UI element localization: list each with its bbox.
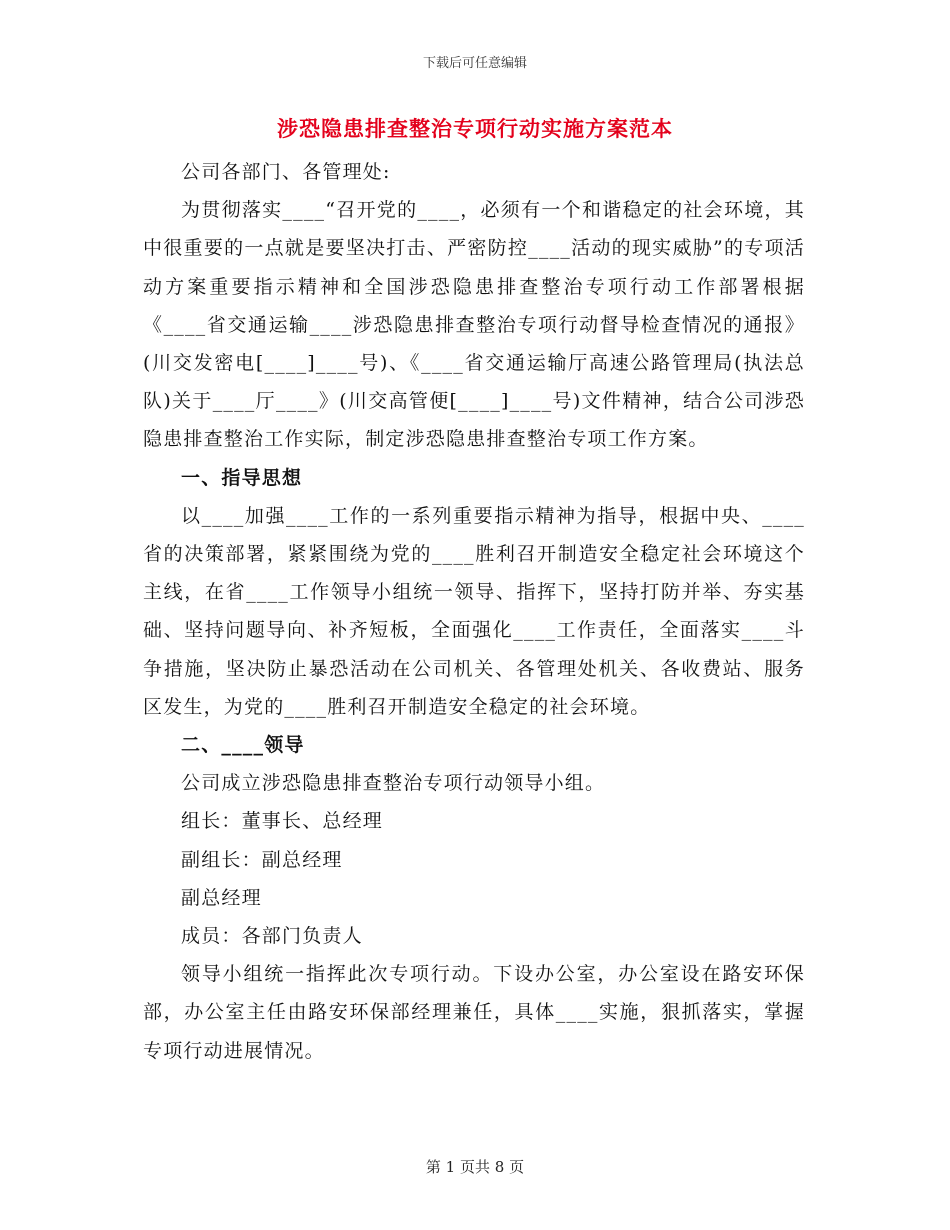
section2-deputy-gm: 副总经理 <box>181 886 262 909</box>
section2-paragraph: 公司成立涉恐隐患排查整治专项行动领导小组。 <box>181 772 606 795</box>
document-body <box>143 153 805 1070</box>
section2-members: 成员：各部门负责人 <box>181 925 363 948</box>
section2-leader: 组长：董事长、总经理 <box>181 810 384 833</box>
section-heading-leadership: 二、____领导 <box>181 734 305 757</box>
intro-paragraph: 为贯彻落实____“召开党的____，必须有一个和谐稳定的社会环境，其中很重要的一点就是要坚决打击、严密防控____活动的现实威胁”的专项活动方案重要指示精神和全国涉恐隐患排查整治专项行动工作部署根据《____省交通运输____涉恐隐患排查整治专项行动督导检查情况的通报》(川交发密电[____]____号)、《____省交通运输厅高速公路管理局(执法总队)关于____厅____》(川交高管便[____]____号)文件精神，结合公司涉恐隐患排查整治工作实际，制定涉恐隐患排查整治专项工作方案。 <box>143 199 805 451</box>
page-header: 下载后可任意编辑 <box>422 56 527 71</box>
salutation: 公司各部门、各管理处: <box>181 161 391 183</box>
section-heading-guiding-ideology: 一、指导思想 <box>181 466 303 489</box>
page-footer: 第 1 页共 8 页 <box>425 1158 525 1176</box>
section2-deputy-leader: 副组长：副总经理 <box>181 848 343 871</box>
section1-paragraph: 以____加强____工作的一系列重要指示精神为指导，根据中央、____省的决策部署，紧紧围绕为党的____胜利召开制造安全稳定社会环境这个主线，在省____工作领导小组统一领导、指挥下，坚持打防并举、夯实基础、坚持问题导向、补齐短板，全面强化____工作责任，全面落实____斗争措施，坚决防止暴恐活动在公司机关、各管理处机关、各收费站、服务区发生，为党的____胜利召开制造安全稳定的社会环境。 <box>143 504 805 718</box>
section2-office-paragraph: 领导小组统一指挥此次专项行动。下设办公室，办公室设在路安环保部，办公室主任由路安环保部经理兼任，具体____实施，狠抓落实，掌握专项行动进展情况。 <box>143 963 805 1062</box>
document-title: 涉恐隐患排查整治专项行动实施方案范本 <box>277 117 673 141</box>
